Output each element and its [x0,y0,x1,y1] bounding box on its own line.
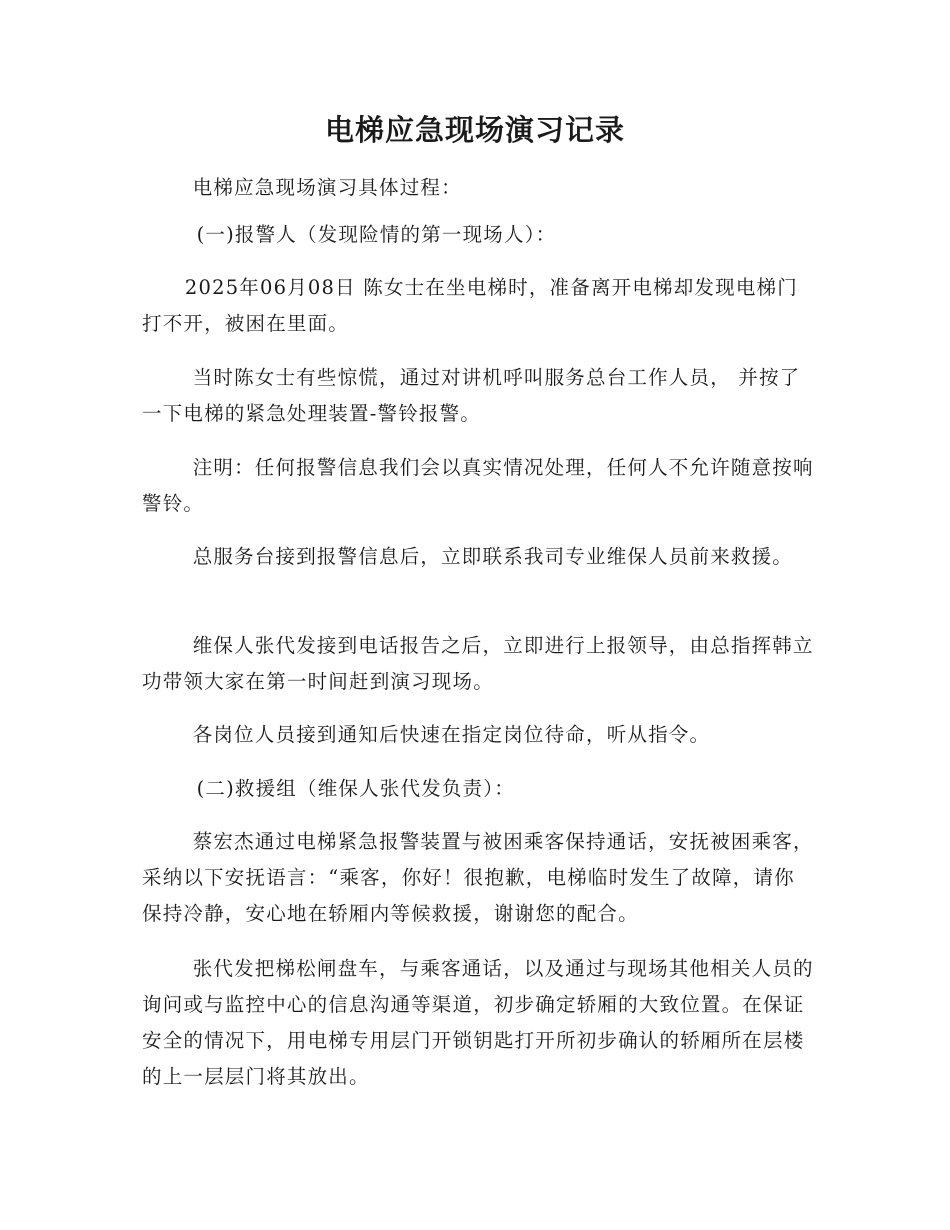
paragraph-note: 注明：任何报警信息我们会以真实情况处理，任何人不允许随意按响警铃。 [142,456,814,515]
paragraph-comfort: 蔡宏杰通过电梯紧急报警装置与被困乘客保持通话，安抚被困乘客，采纳以下安抚语言：“乘客，你好！很抱歉，电梯临时发生了故障，请你保持冷静，安心地在轿厢内等候救援，谢谢您的配合。 [142,830,814,925]
paragraph-standby: 各岗位人员接到通知后快速在指定岗位待命，听从指令。 [192,723,711,746]
paragraph-service-desk: 总服务台接到报警信息后，立即联系我司专业维保人员前来救援。 [192,545,793,568]
paragraph-release: 张代发把梯松闸盘车，与乘客通话，以及通过与现场其他相关人员的询问或与监控中心的信息沟通等渠道，初步确定轿厢的大致位置。在保证安全的情况下，用电梯专用层门开锁钥匙打开所初步确认的轿厢所在层楼的上一层层门将其放出。 [142,957,814,1088]
document-title: 电梯应急现场演习记录 [324,113,625,147]
section-heading-rescue: (二)救援组（维保人张代发负责）： [196,777,515,800]
paragraph-alarm: 当时陈女士有些惊慌，通过对讲机呼叫服务总台工作人员， 并按了一下电梯的紧急处理装置-警铃报警。 [142,366,801,425]
section-heading-reporter: (一)报警人（发现险情的第一现场人）： [196,223,557,246]
paragraph-intro: 电梯应急现场演习具体过程： [192,176,462,199]
paragraph-maintenance: 维保人张代发接到电话报告之后，立即进行上报领导，由总指挥韩立功带领大家在第一时间赶到演习现场。 [142,634,814,693]
paragraph-incident: 2025年06月08日 陈女士在坐电梯时，准备离开电梯却发现电梯门打不开，被困在里面。 [142,276,798,335]
